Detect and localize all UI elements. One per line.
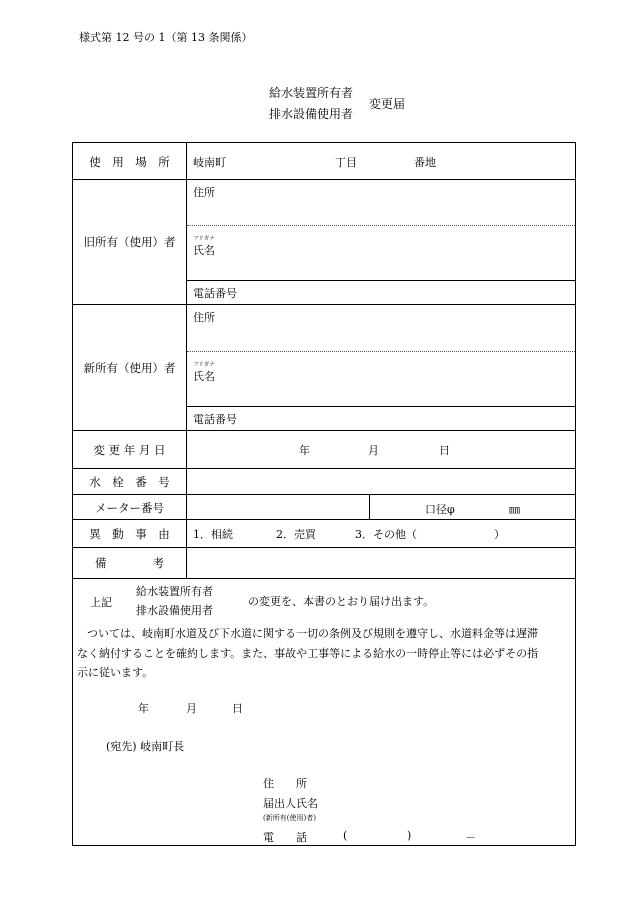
new-owner-address: 住所 xyxy=(193,311,215,324)
new-owner-phone: 電話番号 xyxy=(193,413,237,426)
new-owner-name: 氏名 xyxy=(193,370,215,383)
change-date-day: 日 xyxy=(439,444,450,457)
row-divider xyxy=(73,494,575,495)
row-divider xyxy=(187,225,575,226)
applicant-name-label: 届出人氏名 xyxy=(263,797,318,810)
old-owner-address: 住所 xyxy=(193,186,215,199)
declaration-para-line-2: なく納付することを確約します。また、事故や工事等による給水の一時停止等には必ずその指 xyxy=(77,647,539,660)
applicant-address-label: 住 所 xyxy=(263,777,307,790)
declaration-para-line-1: ついては、岐南町水道及び下水道に関する一切の条例及び規則を遵守し、水道料金等は遅滞 xyxy=(87,627,538,640)
submit-year: 年 xyxy=(138,702,149,715)
submit-day: 日 xyxy=(232,702,243,715)
applicant-phone-label: 電 話 xyxy=(263,831,307,844)
label-remarks: 備 考 xyxy=(95,556,164,570)
new-owner-furigana: フリガナ xyxy=(193,362,215,368)
declaration-para-line-3: 示に従います。 xyxy=(77,666,154,679)
row-divider xyxy=(73,468,575,469)
change-date-month: 月 xyxy=(368,444,379,457)
applicant-phone-close: ) xyxy=(407,829,412,842)
column-divider xyxy=(369,494,370,519)
old-owner-name: 氏名 xyxy=(193,244,215,257)
submit-month: 月 xyxy=(186,702,197,715)
row-divider xyxy=(73,304,575,305)
declaration-role-1: 給水装置所有者 xyxy=(136,585,213,598)
title-line-1: 給水装置所有者 xyxy=(269,86,354,100)
row-divider xyxy=(73,578,575,579)
meter-bore-unit: ㎜ xyxy=(509,503,520,516)
old-owner-furigana: フリガナ xyxy=(193,236,215,242)
location-town: 岐南町 xyxy=(193,156,226,169)
row-divider xyxy=(187,406,575,407)
location-banchi: 番地 xyxy=(414,156,436,169)
declaration-role-2: 排水設備使用者 xyxy=(136,604,213,617)
old-owner-phone: 電話番号 xyxy=(193,287,237,300)
row-divider xyxy=(73,519,575,520)
row-divider xyxy=(73,179,575,180)
reason-inheritance: 1．相続 xyxy=(193,528,233,541)
reason-other-close: ） xyxy=(494,528,505,541)
addressee: (宛先) 岐南町長 xyxy=(106,740,185,753)
label-reason: 異 動 事 由 xyxy=(89,527,170,541)
applicant-phone-open: ( xyxy=(343,829,348,842)
label-location: 使 用 場 所 xyxy=(89,155,170,169)
reason-other: 3．その他（ xyxy=(355,528,417,541)
label-new-owner: 新所有（使用）者 xyxy=(83,361,176,375)
declaration-text: の変更を、本書のとおり届け出ます。 xyxy=(248,595,435,608)
label-old-owner: 旧所有（使用）者 xyxy=(83,235,176,249)
location-chome: 丁目 xyxy=(335,156,357,169)
form-table xyxy=(72,142,576,846)
applicant-name-note: (新所有(使用)者) xyxy=(263,814,316,822)
label-meter-number: メーター番号 xyxy=(95,501,164,515)
title-line-2: 排水設備使用者 xyxy=(269,107,354,121)
column-divider xyxy=(186,143,187,578)
row-divider xyxy=(73,547,575,548)
title-suffix: 変更届 xyxy=(369,97,406,111)
row-divider xyxy=(187,280,575,281)
change-date-year: 年 xyxy=(299,444,310,457)
reason-sale: 2．売買 xyxy=(276,528,316,541)
label-change-date: 変 更 年 月 日 xyxy=(93,443,166,457)
row-divider xyxy=(187,351,575,352)
form-number: 様式第 12 号の 1（第 13 条関係） xyxy=(79,31,253,44)
meter-bore-label: 口径φ xyxy=(425,503,455,516)
declaration-prefix: 上記 xyxy=(90,596,112,609)
label-hydrant-number: 水 栓 番 号 xyxy=(89,475,170,489)
applicant-phone-dash: － xyxy=(465,831,476,844)
row-divider xyxy=(73,430,575,431)
